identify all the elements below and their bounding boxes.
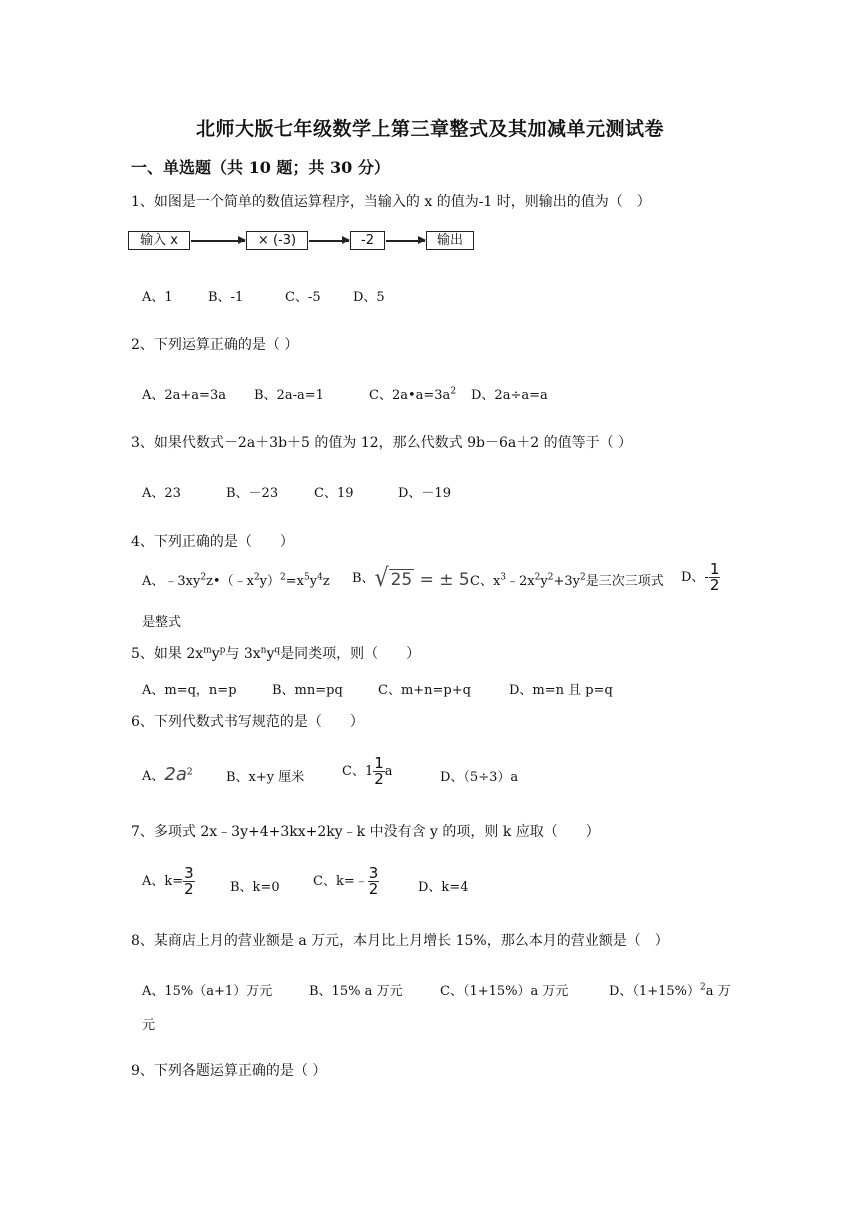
- fraction: [368, 866, 380, 897]
- question-9: 9、下列各题运算正确的是（ ）: [131, 1063, 327, 1079]
- q1-option-d[interactable]: D、5: [353, 290, 385, 305]
- q2-option-c-text: C、2a•a=3a: [369, 388, 451, 403]
- superscript: 2: [699, 982, 706, 993]
- q7-option-a[interactable]: [142, 866, 195, 897]
- q7-option-c[interactable]: [313, 866, 379, 897]
- q4-a-part: y: [309, 574, 318, 589]
- superscript: 5: [304, 572, 310, 583]
- superscript: 2: [534, 572, 541, 583]
- page-title: 北师大版七年级数学上第三章整式及其加减单元测试卷: [195, 118, 664, 140]
- q4-a-part: =x: [285, 574, 304, 589]
- q5-part: 与 3x: [225, 646, 261, 662]
- q4-c-part: 是三次三项式: [585, 574, 664, 589]
- q5-option-b[interactable]: B、mn=pq: [272, 683, 343, 698]
- superscript: 2: [450, 386, 457, 397]
- q3-option-b[interactable]: B、－23: [226, 486, 279, 501]
- q2-option-c[interactable]: [369, 384, 456, 403]
- question-4: 4、下列正确的是（ ）: [131, 534, 294, 550]
- q4-b-label: B、: [352, 571, 375, 586]
- q5-part: y: [266, 646, 275, 662]
- sqrt-expression: [375, 566, 470, 591]
- superscript: n: [260, 645, 267, 656]
- q4-d-label: D、-: [681, 570, 709, 585]
- q6-c-label: C、1: [342, 764, 374, 779]
- q6-option-b[interactable]: B、x+y 厘米: [226, 770, 305, 785]
- q4-b-rhs: = ± 5: [419, 570, 470, 590]
- denominator: 2: [374, 770, 384, 788]
- superscript: 2: [579, 572, 586, 583]
- superscript: 2: [186, 767, 193, 778]
- q8-option-a[interactable]: A、15%（a+1）万元: [142, 984, 273, 999]
- flow-subtract-box: -2: [350, 231, 385, 250]
- q1-option-b[interactable]: B、-1: [208, 290, 244, 305]
- question-1: 1、如图是一个简单的数值运算程序，当输入的 x 的值为-1 时，则输出的值为（ ）: [131, 194, 651, 210]
- q8-option-d-continued: 元: [142, 1018, 156, 1033]
- q4-c-part: C、x: [470, 574, 501, 589]
- section-heading: 一、单选题（共 10 题；共 30 分）: [131, 158, 390, 177]
- q8-option-d[interactable]: [609, 980, 731, 999]
- question-3: 3、如果代数式－2a＋3b＋5 的值为 12，那么代数式 9b－6a＋2 的值等于（ ）: [131, 435, 633, 451]
- flow-arrow-icon: [309, 240, 349, 242]
- q4-c-part: ﹣2x: [506, 574, 535, 589]
- q4-a-part: y）: [259, 574, 281, 589]
- q7-a-label: A、k=: [142, 874, 184, 889]
- q5-part: 是同类项，则（ ）: [280, 646, 421, 662]
- question-7: 7、多项式 2x﹣3y+4+3kx+2ky﹣k 中没有含 y 的项，则 k 应取（ ）: [131, 824, 600, 840]
- q3-option-c[interactable]: C、19: [314, 486, 354, 501]
- q2-option-b[interactable]: B、2a-a=1: [254, 388, 324, 403]
- q5-option-c[interactable]: C、m+n=p+q: [378, 683, 471, 698]
- q7-option-b[interactable]: B、k=0: [230, 880, 280, 895]
- denominator: 2: [709, 576, 720, 594]
- superscript: 2: [200, 572, 207, 583]
- question-6: 6、下列代数式书写规范的是（ ）: [131, 714, 364, 730]
- flow-arrow-icon: [386, 240, 425, 242]
- superscript: p: [219, 645, 226, 656]
- numerator: 3: [184, 864, 194, 882]
- q4-a-part: z•（﹣x: [206, 574, 254, 589]
- q6-option-a[interactable]: [142, 764, 193, 785]
- q5-part: 5、如果 2x: [131, 646, 204, 662]
- superscript: q: [274, 645, 281, 656]
- q4-option-b[interactable]: [352, 566, 470, 591]
- q2-option-a[interactable]: A、2a+a=3a: [142, 388, 226, 403]
- q5-option-d[interactable]: D、m=n 且 p=q: [509, 683, 613, 698]
- radical-sign-icon: √: [374, 564, 389, 593]
- q8-option-c[interactable]: C、（1+15%）a 万元: [440, 984, 569, 999]
- q1-option-c[interactable]: C、-5: [285, 290, 321, 305]
- fraction: [183, 866, 195, 897]
- flow-input-box: 输入 x: [128, 231, 190, 250]
- q4-option-c[interactable]: [470, 570, 664, 589]
- q4-c-part: y: [540, 574, 548, 589]
- q3-option-a[interactable]: A、23: [142, 486, 181, 501]
- q7-option-d[interactable]: D、k=4: [418, 880, 469, 895]
- q6-a-expr: 2a: [164, 764, 187, 785]
- q6-c-tail: a: [384, 764, 393, 779]
- q6-option-c[interactable]: [342, 756, 393, 787]
- q5-option-a[interactable]: A、m=q，n=p: [142, 683, 237, 698]
- q1-option-a[interactable]: A、1: [142, 290, 173, 305]
- radicand: 25: [390, 570, 413, 590]
- q5-part: y: [211, 646, 220, 662]
- q4-a-part: A、﹣3xy: [142, 574, 201, 589]
- q6-a-label: A、: [142, 769, 165, 784]
- q8-option-b[interactable]: B、15% a 万元: [309, 984, 403, 999]
- numerator: 3: [368, 864, 379, 882]
- q4-a-part: z: [322, 574, 330, 589]
- q4-c-part: +3y: [553, 574, 580, 589]
- superscript: 2: [547, 572, 554, 583]
- superscript: m: [203, 645, 212, 656]
- question-8: 8、某商店上月的营业额是 a 万元，本月比上月增长 15%，那么本月的营业额是（ ）: [131, 933, 669, 949]
- q2-option-d[interactable]: D、2a÷a=a: [471, 388, 548, 403]
- q4-option-d[interactable]: [681, 562, 720, 593]
- flow-arrow-icon: [191, 240, 245, 242]
- superscript: 2: [280, 572, 286, 583]
- q8-d-part: D、（1+15%）: [609, 984, 700, 999]
- denominator: 2: [368, 880, 379, 898]
- question-2: 2、下列运算正确的是（ ）: [131, 337, 299, 353]
- q3-option-d[interactable]: D、－19: [398, 486, 451, 501]
- q4-option-a[interactable]: [142, 570, 330, 589]
- flow-multiply-box: × (-3): [246, 231, 308, 250]
- question-5: [131, 643, 420, 663]
- superscript: 3: [500, 572, 507, 583]
- flow-output-box: 输出: [426, 231, 474, 250]
- superscript: 4: [317, 572, 323, 583]
- superscript: 2: [253, 572, 260, 583]
- q6-option-d[interactable]: D、（5÷3）a: [440, 770, 519, 785]
- fraction: [373, 756, 385, 787]
- q7-c-label: C、k=﹣: [313, 874, 368, 889]
- numerator: 1: [709, 560, 720, 578]
- fraction: [709, 562, 721, 593]
- denominator: 2: [184, 880, 194, 898]
- numerator: 1: [374, 754, 384, 772]
- q4-option-d-continued: 是整式: [142, 615, 182, 630]
- q8-d-part: a 万: [705, 984, 731, 999]
